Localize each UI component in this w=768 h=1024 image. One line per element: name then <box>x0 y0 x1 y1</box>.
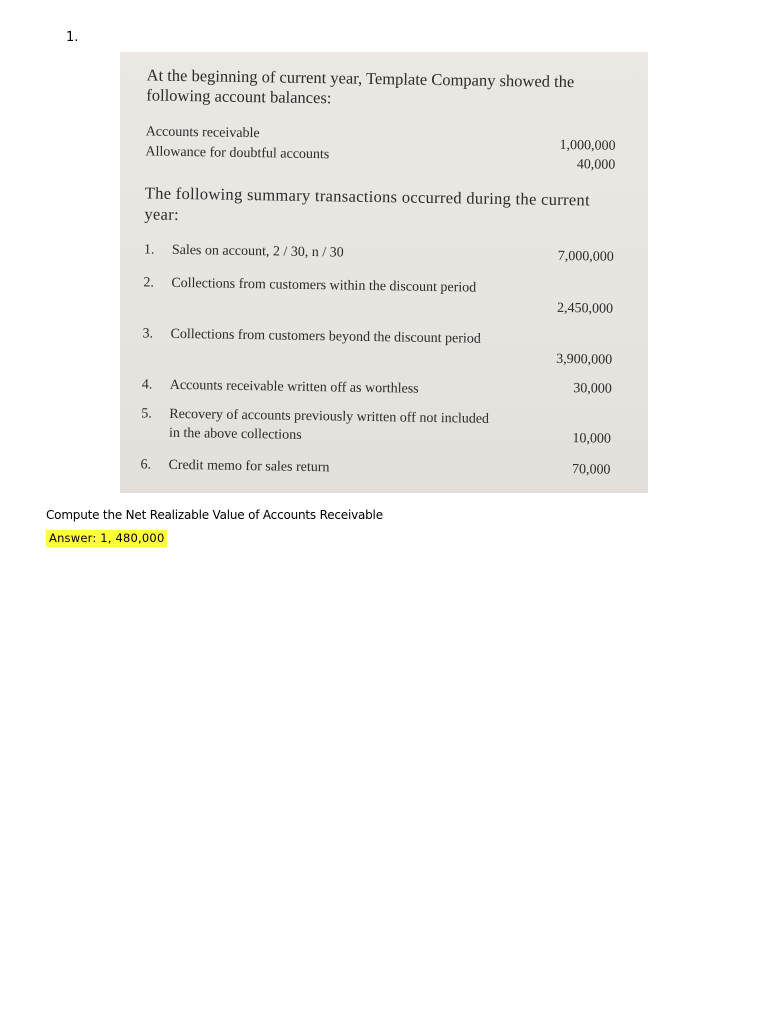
balance-value: 1,000,000 <box>559 137 616 154</box>
transaction-amount: 70,000 <box>571 462 611 478</box>
problem-number: 1. <box>66 30 79 45</box>
transaction-number: 6. <box>140 457 152 473</box>
transaction-description: Recovery of accounts previously written off not included in the above collections <box>168 406 490 443</box>
problem-photo <box>120 52 648 493</box>
summary-intro-text: The following summary transactions occurred during the current year: <box>144 183 591 224</box>
answer-highlight: Answer: 1, 480,000 <box>46 530 167 547</box>
transaction-number: 5. <box>141 406 152 422</box>
transaction-number: 1. <box>143 242 155 258</box>
balance-value: 40,000 <box>576 157 616 173</box>
transaction-description: Sales on account, 2 / 30, n / 30 <box>171 242 344 261</box>
balance-label: Allowance for doubtful accounts <box>145 144 330 163</box>
transaction-description: Credit memo for sales return <box>168 457 330 476</box>
transaction-amount: 10,000 <box>572 431 612 447</box>
transaction-row <box>140 455 611 478</box>
transaction-amount: 30,000 <box>573 381 612 397</box>
transaction-row <box>142 324 613 368</box>
balance-label: Accounts receivable <box>145 124 260 142</box>
transaction-amount: 3,900,000 <box>556 351 613 368</box>
transaction-number: 3. <box>142 326 154 342</box>
transaction-row <box>141 375 612 397</box>
transaction-description: Collections from customers beyond the discount period <box>170 326 481 347</box>
intro-text: At the beginning of current year, Template Company showed the following account balances: <box>146 65 575 108</box>
question-text: Compute the Net Realizable Value of Accounts Receivable <box>46 508 383 522</box>
transaction-number: 4. <box>141 377 153 393</box>
transaction-description: Collections from customers within the discount period <box>171 275 477 296</box>
photo-content <box>120 52 648 493</box>
transaction-amount: 2,450,000 <box>556 300 614 317</box>
transaction-number: 2. <box>143 275 154 291</box>
transaction-row <box>141 404 612 447</box>
transaction-row <box>143 240 614 265</box>
transaction-amount: 7,000,000 <box>557 248 614 265</box>
transaction-row <box>143 273 614 317</box>
transaction-description: Accounts receivable written off as worthless <box>169 377 419 397</box>
